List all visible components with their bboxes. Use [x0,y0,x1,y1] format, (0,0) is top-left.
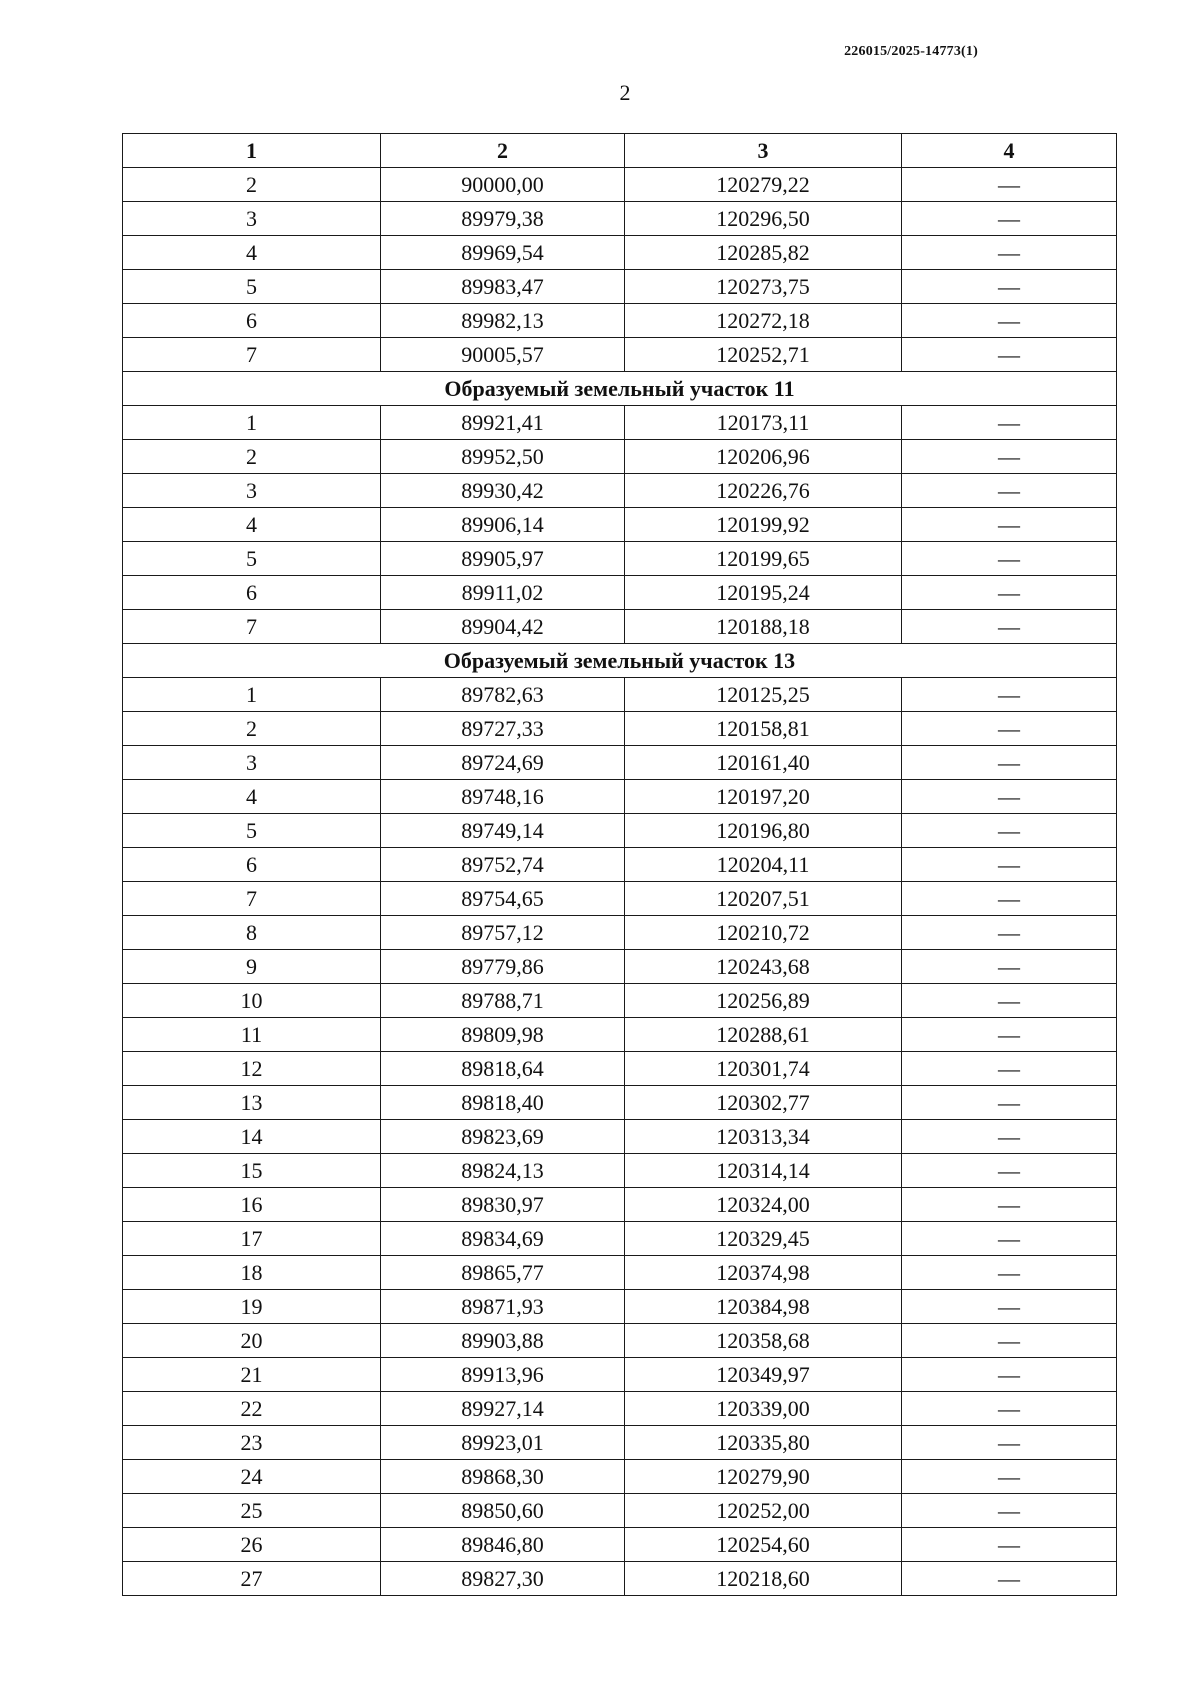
table-row [123,1290,1117,1324]
note-cell: — [902,1494,1117,1528]
y-coordinate-cell: 120199,92 [625,508,902,542]
table-row [123,848,1117,882]
point-number-cell: 4 [123,508,381,542]
x-coordinate-cell: 89930,42 [381,474,625,508]
x-coordinate-cell: 89969,54 [381,236,625,270]
page-number: 2 [619,80,631,105]
point-number-cell: 10 [123,984,381,1018]
table-row [123,1154,1117,1188]
point-number-cell: 7 [123,338,381,372]
table-row [123,576,1117,610]
point-number-cell: 7 [123,882,381,916]
section-title-row [123,372,1117,406]
y-coordinate-cell: 120272,18 [625,304,902,338]
y-coordinate-cell: 120252,00 [625,1494,902,1528]
note-cell: — [902,1188,1117,1222]
y-coordinate-cell: 120256,89 [625,984,902,1018]
table-header-row [123,134,1117,168]
table-row [123,678,1117,712]
point-number-cell: 21 [123,1358,381,1392]
point-number-cell: 4 [123,236,381,270]
y-coordinate-cell: 120279,22 [625,168,902,202]
x-coordinate-cell: 89846,80 [381,1528,625,1562]
table-row [123,1018,1117,1052]
section-title: Образуемый земельный участок 13 [123,644,1117,678]
y-coordinate-cell: 120314,14 [625,1154,902,1188]
y-coordinate-cell: 120335,80 [625,1426,902,1460]
table-row [123,1562,1117,1596]
note-cell: — [902,202,1117,236]
y-coordinate-cell: 120196,80 [625,814,902,848]
note-cell: — [902,406,1117,440]
note-cell: — [902,1358,1117,1392]
x-coordinate-cell: 89818,64 [381,1052,625,1086]
x-coordinate-cell: 89754,65 [381,882,625,916]
x-coordinate-cell: 89823,69 [381,1120,625,1154]
point-number-cell: 9 [123,950,381,984]
y-coordinate-cell: 120188,18 [625,610,902,644]
x-coordinate-cell: 89752,74 [381,848,625,882]
table-row [123,1188,1117,1222]
y-coordinate-cell: 120226,76 [625,474,902,508]
point-number-cell: 24 [123,1460,381,1494]
x-coordinate-cell: 89903,88 [381,1324,625,1358]
x-coordinate-cell: 89952,50 [381,440,625,474]
y-coordinate-cell: 120349,97 [625,1358,902,1392]
point-number-cell: 13 [123,1086,381,1120]
note-cell: — [902,984,1117,1018]
table-row [123,1528,1117,1562]
note-cell: — [902,1018,1117,1052]
point-number-cell: 5 [123,270,381,304]
y-coordinate-cell: 120195,24 [625,576,902,610]
table-row [123,882,1117,916]
point-number-cell: 2 [123,712,381,746]
y-coordinate-cell: 120125,25 [625,678,902,712]
column-header-1: 1 [123,134,381,168]
x-coordinate-cell: 89809,98 [381,1018,625,1052]
x-coordinate-cell: 89788,71 [381,984,625,1018]
x-coordinate-cell: 89779,86 [381,950,625,984]
note-cell: — [902,1086,1117,1120]
column-header-3: 3 [625,134,902,168]
table-row [123,1256,1117,1290]
table-row [123,508,1117,542]
y-coordinate-cell: 120252,71 [625,338,902,372]
y-coordinate-cell: 120301,74 [625,1052,902,1086]
note-cell: — [902,1120,1117,1154]
table-row [123,304,1117,338]
y-coordinate-cell: 120210,72 [625,916,902,950]
y-coordinate-cell: 120161,40 [625,746,902,780]
point-number-cell: 16 [123,1188,381,1222]
x-coordinate-cell: 89865,77 [381,1256,625,1290]
point-number-cell: 3 [123,474,381,508]
note-cell: — [902,542,1117,576]
x-coordinate-cell: 89911,02 [381,576,625,610]
note-cell: — [902,1528,1117,1562]
point-number-cell: 26 [123,1528,381,1562]
table-row [123,712,1117,746]
point-number-cell: 6 [123,848,381,882]
x-coordinate-cell: 89921,41 [381,406,625,440]
x-coordinate-cell: 89905,97 [381,542,625,576]
note-cell: — [902,168,1117,202]
table-row [123,236,1117,270]
y-coordinate-cell: 120199,65 [625,542,902,576]
note-cell: — [902,576,1117,610]
point-number-cell: 3 [123,746,381,780]
point-number-cell: 14 [123,1120,381,1154]
point-number-cell: 17 [123,1222,381,1256]
note-cell: — [902,508,1117,542]
point-number-cell: 5 [123,814,381,848]
note-cell: — [902,780,1117,814]
table-row [123,542,1117,576]
table-row [123,202,1117,236]
note-cell: — [902,1460,1117,1494]
x-coordinate-cell: 89827,30 [381,1562,625,1596]
section-title: Образуемый земельный участок 11 [123,372,1117,406]
y-coordinate-cell: 120279,90 [625,1460,902,1494]
coordinates-table [122,133,1117,1596]
point-number-cell: 27 [123,1562,381,1596]
table-row [123,814,1117,848]
point-number-cell: 15 [123,1154,381,1188]
point-number-cell: 2 [123,168,381,202]
y-coordinate-cell: 120273,75 [625,270,902,304]
y-coordinate-cell: 120384,98 [625,1290,902,1324]
x-coordinate-cell: 89983,47 [381,270,625,304]
column-header-2: 2 [381,134,625,168]
y-coordinate-cell: 120329,45 [625,1222,902,1256]
column-header-4: 4 [902,134,1117,168]
table-row [123,168,1117,202]
table-row [123,780,1117,814]
point-number-cell: 11 [123,1018,381,1052]
table-row [123,1052,1117,1086]
note-cell: — [902,1290,1117,1324]
note-cell: — [902,678,1117,712]
y-coordinate-cell: 120158,81 [625,712,902,746]
section-title-row [123,644,1117,678]
point-number-cell: 22 [123,1392,381,1426]
x-coordinate-cell: 89906,14 [381,508,625,542]
x-coordinate-cell: 89824,13 [381,1154,625,1188]
note-cell: — [902,1324,1117,1358]
point-number-cell: 1 [123,678,381,712]
note-cell: — [902,882,1117,916]
point-number-cell: 25 [123,1494,381,1528]
note-cell: — [902,916,1117,950]
point-number-cell: 3 [123,202,381,236]
point-number-cell: 2 [123,440,381,474]
x-coordinate-cell: 90005,57 [381,338,625,372]
table-row [123,746,1117,780]
point-number-cell: 7 [123,610,381,644]
table-row [123,950,1117,984]
y-coordinate-cell: 120358,68 [625,1324,902,1358]
table-row [123,1426,1117,1460]
point-number-cell: 1 [123,406,381,440]
note-cell: — [902,1154,1117,1188]
x-coordinate-cell: 89913,96 [381,1358,625,1392]
note-cell: — [902,1222,1117,1256]
table-row [123,984,1117,1018]
table-body [123,168,1117,1596]
table-row [123,916,1117,950]
x-coordinate-cell: 89927,14 [381,1392,625,1426]
document-id: 226015/2025-14773(1) [844,44,978,59]
table-row [123,1494,1117,1528]
point-number-cell: 4 [123,780,381,814]
table-row [123,610,1117,644]
y-coordinate-cell: 120288,61 [625,1018,902,1052]
x-coordinate-cell: 89749,14 [381,814,625,848]
note-cell: — [902,1562,1117,1596]
table-row [123,1392,1117,1426]
table-row [123,1120,1117,1154]
table-row [123,1324,1117,1358]
y-coordinate-cell: 120204,11 [625,848,902,882]
y-coordinate-cell: 120374,98 [625,1256,902,1290]
table-row [123,406,1117,440]
point-number-cell: 6 [123,304,381,338]
y-coordinate-cell: 120339,00 [625,1392,902,1426]
point-number-cell: 19 [123,1290,381,1324]
y-coordinate-cell: 120243,68 [625,950,902,984]
note-cell: — [902,236,1117,270]
y-coordinate-cell: 120206,96 [625,440,902,474]
note-cell: — [902,1426,1117,1460]
x-coordinate-cell: 89923,01 [381,1426,625,1460]
point-number-cell: 12 [123,1052,381,1086]
x-coordinate-cell: 89871,93 [381,1290,625,1324]
table-row [123,1358,1117,1392]
table-row [123,1460,1117,1494]
table-row [123,1222,1117,1256]
note-cell: — [902,338,1117,372]
table-row [123,1086,1117,1120]
y-coordinate-cell: 120324,00 [625,1188,902,1222]
x-coordinate-cell: 89818,40 [381,1086,625,1120]
note-cell: — [902,440,1117,474]
y-coordinate-cell: 120173,11 [625,406,902,440]
y-coordinate-cell: 120296,50 [625,202,902,236]
x-coordinate-cell: 89830,97 [381,1188,625,1222]
x-coordinate-cell: 89757,12 [381,916,625,950]
point-number-cell: 8 [123,916,381,950]
note-cell: — [902,474,1117,508]
table-row [123,440,1117,474]
x-coordinate-cell: 89727,33 [381,712,625,746]
table-row [123,338,1117,372]
y-coordinate-cell: 120302,77 [625,1086,902,1120]
point-number-cell: 6 [123,576,381,610]
note-cell: — [902,270,1117,304]
point-number-cell: 5 [123,542,381,576]
x-coordinate-cell: 89748,16 [381,780,625,814]
note-cell: — [902,848,1117,882]
x-coordinate-cell: 90000,00 [381,168,625,202]
x-coordinate-cell: 89782,63 [381,678,625,712]
note-cell: — [902,610,1117,644]
y-coordinate-cell: 120197,20 [625,780,902,814]
table-row [123,474,1117,508]
point-number-cell: 23 [123,1426,381,1460]
note-cell: — [902,1052,1117,1086]
y-coordinate-cell: 120207,51 [625,882,902,916]
y-coordinate-cell: 120285,82 [625,236,902,270]
x-coordinate-cell: 89850,60 [381,1494,625,1528]
x-coordinate-cell: 89724,69 [381,746,625,780]
table-row [123,270,1117,304]
x-coordinate-cell: 89868,30 [381,1460,625,1494]
note-cell: — [902,712,1117,746]
note-cell: — [902,814,1117,848]
note-cell: — [902,746,1117,780]
note-cell: — [902,304,1117,338]
x-coordinate-cell: 89979,38 [381,202,625,236]
x-coordinate-cell: 89904,42 [381,610,625,644]
x-coordinate-cell: 89982,13 [381,304,625,338]
y-coordinate-cell: 120218,60 [625,1562,902,1596]
point-number-cell: 20 [123,1324,381,1358]
point-number-cell: 18 [123,1256,381,1290]
x-coordinate-cell: 89834,69 [381,1222,625,1256]
note-cell: — [902,1392,1117,1426]
y-coordinate-cell: 120313,34 [625,1120,902,1154]
note-cell: — [902,950,1117,984]
y-coordinate-cell: 120254,60 [625,1528,902,1562]
note-cell: — [902,1256,1117,1290]
